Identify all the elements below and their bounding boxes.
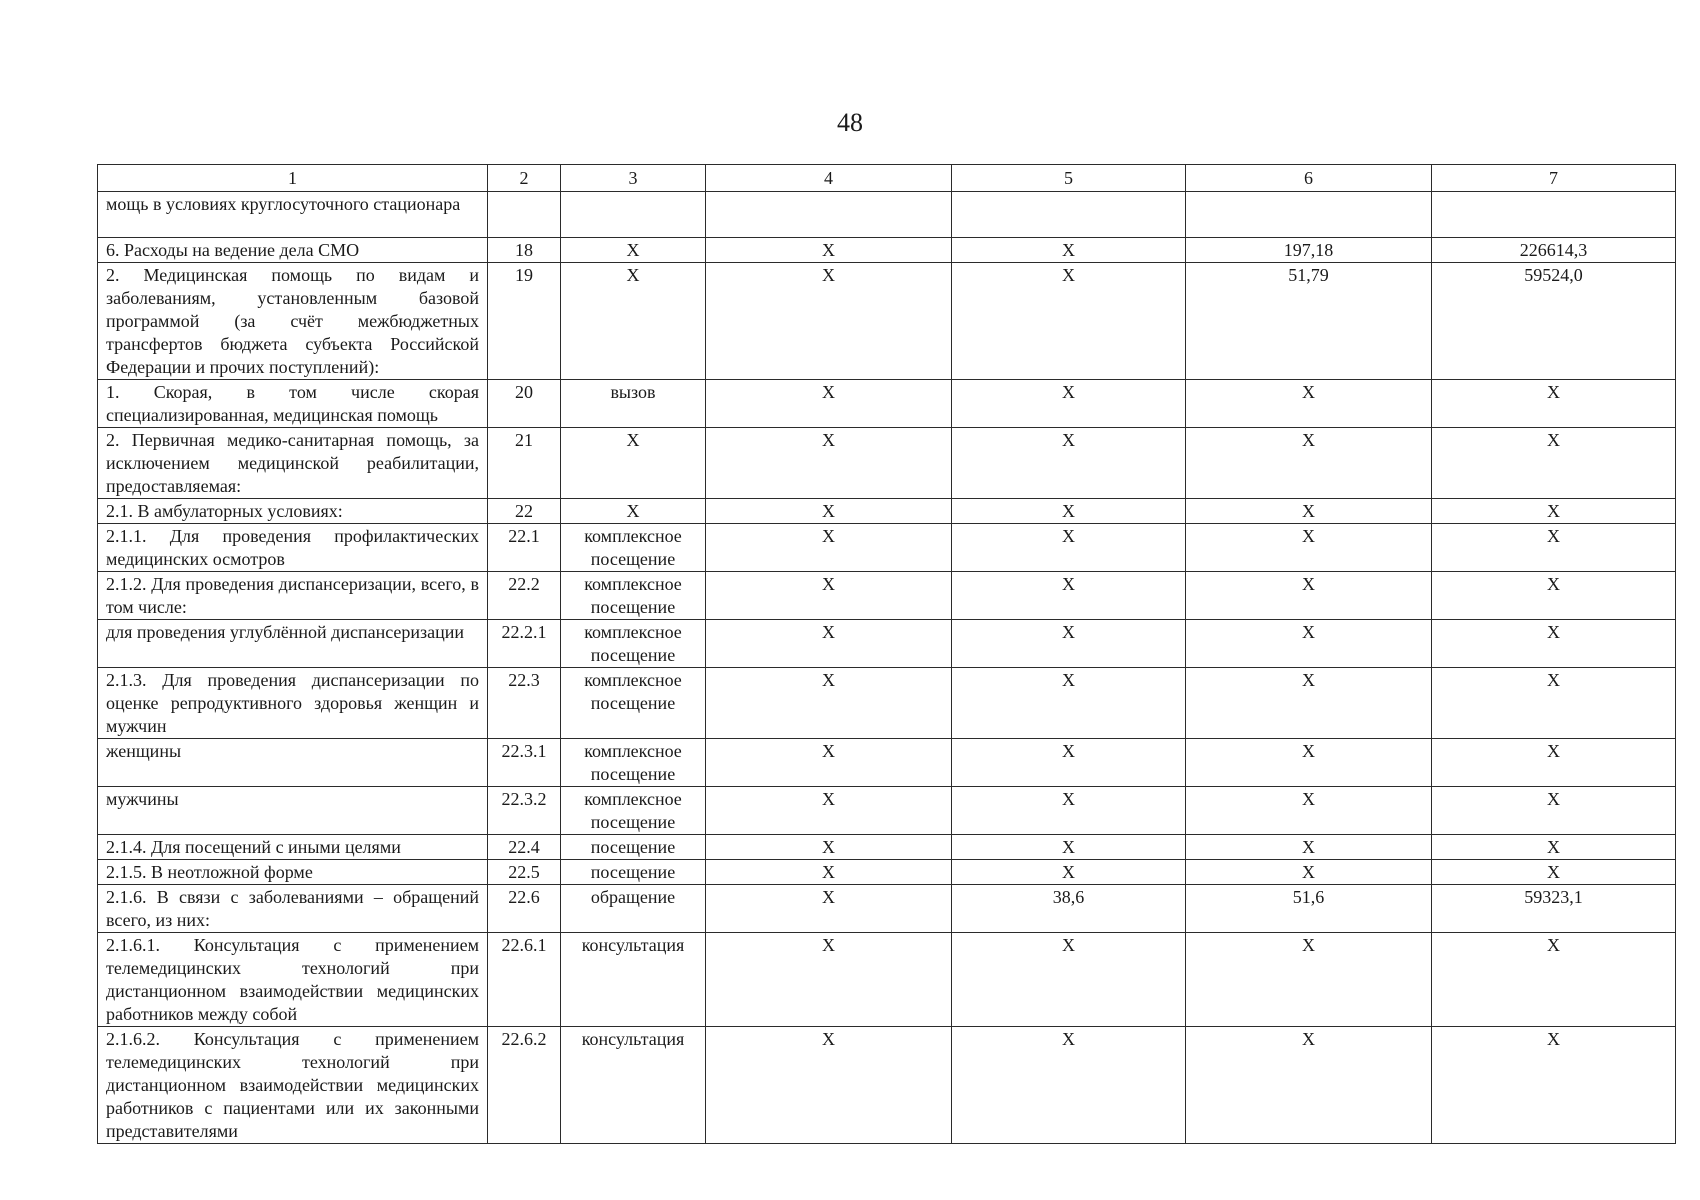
cell-col-5 [952,192,1186,238]
cell-col-6: X [1186,428,1432,499]
table-row [98,192,1676,238]
cell-unit: консультация [561,933,706,1027]
cell-col-6: X [1186,739,1432,787]
cell-unit: комплексное посещение [561,739,706,787]
table-row [98,572,1676,620]
cell-name: 6. Расходы на ведение дела СМО [98,238,488,263]
table-row [98,499,1676,524]
cell-name: 2.1.6. В связи с заболеваниями – обращений всего, из них: [98,885,488,933]
cell-row-code [488,192,561,238]
cell-col-5: X [952,380,1186,428]
cell-col-6: X [1186,668,1432,739]
cell-col-5: X [952,524,1186,572]
cell-col-6 [1186,192,1432,238]
cell-col-4: X [706,1027,952,1144]
header-cell-2: 2 [488,165,561,192]
cell-unit: X [561,499,706,524]
table-row [98,620,1676,668]
cell-col-4: X [706,572,952,620]
header-cell-7: 7 [1432,165,1676,192]
table-row [98,885,1676,933]
cell-name: 2.1. В амбулаторных условиях: [98,499,488,524]
cell-col-5: X [952,835,1186,860]
cell-name: 2. Первичная медико-санитарная помощь, за исключением медицинской реабилитации, предоставляемая: [98,428,488,499]
cell-col-4: X [706,835,952,860]
cell-row-code: 22.6.1 [488,933,561,1027]
cell-unit: вызов [561,380,706,428]
cell-col-6: X [1186,933,1432,1027]
cell-col-4: X [706,263,952,380]
cell-col-7: X [1432,1027,1676,1144]
cell-unit: комплексное посещение [561,668,706,739]
cell-row-code: 21 [488,428,561,499]
cell-row-code: 22.3 [488,668,561,739]
cell-name: 2.1.3. Для проведения диспансеризации по оценке репродуктивного здоровья женщин и мужчин [98,668,488,739]
cell-col-5: X [952,860,1186,885]
cell-col-4: X [706,620,952,668]
cell-col-4: X [706,499,952,524]
cell-col-6: 51,79 [1186,263,1432,380]
cell-col-4: X [706,860,952,885]
header-row [98,165,1676,192]
cell-col-7: X [1432,739,1676,787]
cell-name: 2.1.5. В неотложной форме [98,860,488,885]
cell-col-5: X [952,933,1186,1027]
cell-row-code: 22.5 [488,860,561,885]
cell-unit: комплексное посещение [561,524,706,572]
cell-col-4: X [706,885,952,933]
table-row [98,787,1676,835]
cell-row-code: 22.3.1 [488,739,561,787]
cell-col-5: X [952,428,1186,499]
cell-col-6: 51,6 [1186,885,1432,933]
cell-col-5: X [952,739,1186,787]
cell-name: 2.1.6.2. Консультация с применением телемедицинских технологий при дистанционном взаимодействии медицинских работников с пациентами или их законными представителями [98,1027,488,1144]
cell-col-7: X [1432,787,1676,835]
header-cell-1: 1 [98,165,488,192]
cell-col-7: X [1432,860,1676,885]
cell-col-4: X [706,739,952,787]
cell-col-5: X [952,668,1186,739]
cell-unit: X [561,238,706,263]
cell-col-6: X [1186,380,1432,428]
cell-col-7: X [1432,428,1676,499]
cell-row-code: 22.2.1 [488,620,561,668]
header-cell-5: 5 [952,165,1186,192]
cell-col-7: X [1432,572,1676,620]
header-cell-4: 4 [706,165,952,192]
cell-name: женщины [98,739,488,787]
cell-col-4: X [706,380,952,428]
cell-unit: X [561,428,706,499]
table-row [98,428,1676,499]
cell-row-code: 22.6.2 [488,1027,561,1144]
cell-col-7: X [1432,668,1676,739]
cell-col-5: X [952,787,1186,835]
cell-col-5: X [952,572,1186,620]
cell-col-7: X [1432,835,1676,860]
cell-unit: комплексное посещение [561,572,706,620]
cell-col-4: X [706,787,952,835]
cell-unit: консультация [561,1027,706,1144]
table-row [98,739,1676,787]
cell-unit: X [561,263,706,380]
table-row [98,238,1676,263]
table-body [98,165,1676,1144]
table-row [98,524,1676,572]
cell-col-4: X [706,933,952,1027]
cell-col-6: X [1186,860,1432,885]
cell-col-6: X [1186,1027,1432,1144]
cell-col-6: X [1186,499,1432,524]
table-row [98,263,1676,380]
cell-col-7: X [1432,380,1676,428]
cell-col-4: X [706,668,952,739]
cell-row-code: 18 [488,238,561,263]
cell-col-7: X [1432,499,1676,524]
cell-name: 2.1.6.1. Консультация с применением телемедицинских технологий при дистанционном взаимодействии медицинских работников между собой [98,933,488,1027]
cell-row-code: 20 [488,380,561,428]
cell-row-code: 22.1 [488,524,561,572]
cell-row-code: 22.3.2 [488,787,561,835]
cell-unit [561,192,706,238]
cell-row-code: 22.2 [488,572,561,620]
cell-col-5: X [952,1027,1186,1144]
cell-row-code: 22.4 [488,835,561,860]
cell-col-6: X [1186,835,1432,860]
table-row [98,380,1676,428]
cell-col-5: X [952,263,1186,380]
cell-col-6: X [1186,524,1432,572]
cell-col-6: X [1186,572,1432,620]
cell-name: мощь в условиях круглосуточного стационара [98,192,488,238]
cell-col-6: X [1186,620,1432,668]
cell-col-7: X [1432,933,1676,1027]
data-table [97,164,1676,1144]
cell-unit: комплексное посещение [561,787,706,835]
cell-unit: посещение [561,860,706,885]
cell-name: 1. Скорая, в том числе скорая специализированная, медицинская помощь [98,380,488,428]
cell-col-5: X [952,238,1186,263]
cell-name: 2.1.4. Для посещений с иными целями [98,835,488,860]
cell-col-7: 59524,0 [1432,263,1676,380]
cell-col-7: 226614,3 [1432,238,1676,263]
cell-name: 2. Медицинская помощь по видам и заболеваниям, установленным базовой программой (за счёт межбюджетных трансфертов бюджета субъекта Российской Федерации и прочих поступлений): [98,263,488,380]
page-number: 48 [837,108,863,137]
cell-col-4 [706,192,952,238]
cell-col-4: X [706,428,952,499]
table-row [98,933,1676,1027]
table-row [98,1027,1676,1144]
cell-col-7: 59323,1 [1432,885,1676,933]
cell-name: мужчины [98,787,488,835]
header-cell-3: 3 [561,165,706,192]
cell-col-6: X [1186,787,1432,835]
table-row [98,668,1676,739]
cell-name: для проведения углублённой диспансеризации [98,620,488,668]
cell-unit: комплексное посещение [561,620,706,668]
cell-name: 2.1.1. Для проведения профилактических медицинских осмотров [98,524,488,572]
table-row [98,835,1676,860]
cell-unit: посещение [561,835,706,860]
header-cell-6: 6 [1186,165,1432,192]
cell-col-5: X [952,620,1186,668]
cell-col-5: X [952,499,1186,524]
cell-unit: обращение [561,885,706,933]
cell-row-code: 22.6 [488,885,561,933]
cell-row-code: 19 [488,263,561,380]
cell-col-7 [1432,192,1676,238]
cell-col-4: X [706,524,952,572]
cell-col-7: X [1432,620,1676,668]
table-row [98,860,1676,885]
cell-col-7: X [1432,524,1676,572]
cell-col-4: X [706,238,952,263]
cell-name: 2.1.2. Для проведения диспансеризации, всего, в том числе: [98,572,488,620]
cell-col-6: 197,18 [1186,238,1432,263]
cell-row-code: 22 [488,499,561,524]
cell-col-5: 38,6 [952,885,1186,933]
